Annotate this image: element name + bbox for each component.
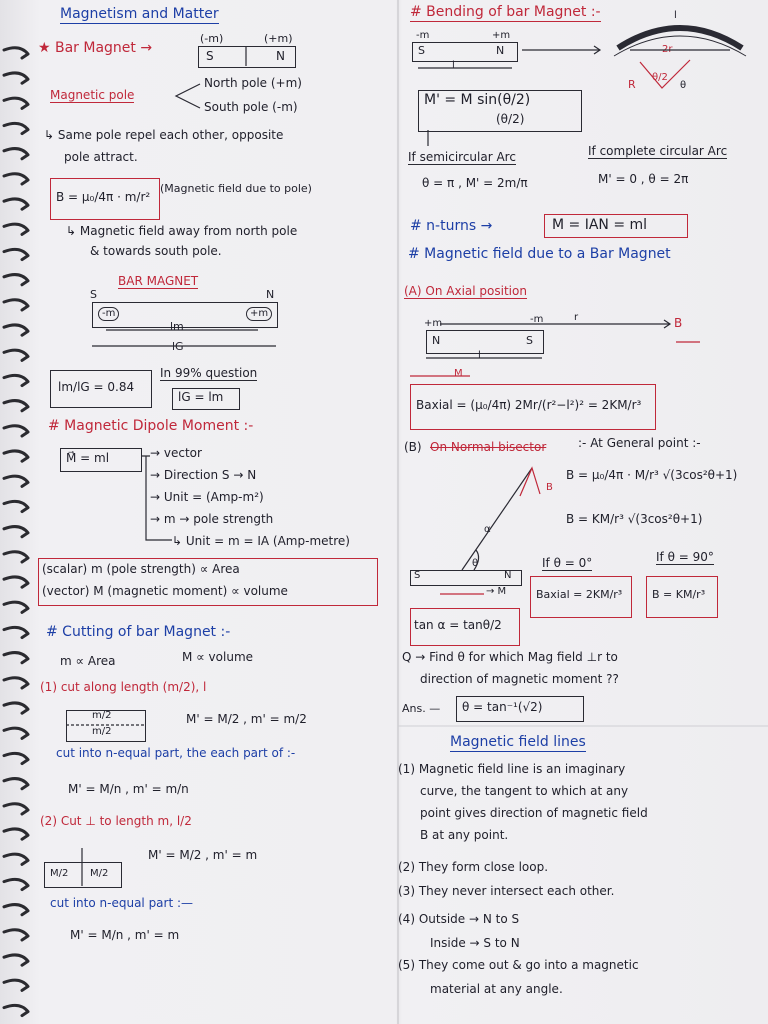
spiral-ring — [4, 501, 28, 511]
perp-right: M/2 — [90, 868, 109, 879]
spiral-ring — [4, 678, 28, 688]
perp-left: M/2 — [50, 868, 69, 879]
spiral-ring — [4, 123, 28, 133]
same-pole-line1: ↳ Same pole repel each other, opposite — [44, 128, 284, 142]
spiral-ring — [4, 224, 28, 234]
bar-magnet-heading: BAR MAGNET — [118, 274, 199, 288]
spiral-ring — [4, 401, 28, 411]
magnetic-pole-label: Magnetic pole — [50, 88, 135, 102]
normal-heading-strike: On Normal bisector — [430, 440, 547, 454]
axial-n: N — [432, 334, 441, 347]
cut1-formula: M' = M/2 , m' = m/2 — [186, 712, 307, 726]
spiral-ring — [4, 199, 28, 209]
spiral-ring — [4, 905, 28, 915]
gen-m: → M — [486, 586, 507, 597]
arc-2r: 2r — [662, 44, 673, 55]
axial-minus-m: -m — [530, 314, 544, 325]
n-turns-formula: M = IAN = ml — [552, 217, 648, 233]
cutting-heading: # Cutting of bar Magnet :- — [46, 624, 231, 640]
spiral-ring — [4, 552, 28, 562]
arc-theta-half: θ/2 — [652, 72, 668, 83]
spiral-ring — [4, 375, 28, 385]
axial-plus-m: +m — [424, 318, 443, 329]
spiral-ring — [4, 98, 28, 108]
in-99: In 99% question — [160, 366, 258, 380]
n-equal2: cut into n-equal part :— — [50, 896, 194, 910]
spiral-ring — [4, 930, 28, 940]
spiral-ring — [4, 476, 28, 486]
normal-heading-a: (B) — [404, 440, 422, 454]
bend-formula-bottom: (θ/2) — [496, 112, 525, 126]
dipole-item-5: ↳ Unit = m = IA (Amp-metre) — [172, 534, 350, 548]
diag-minus-m: -m — [98, 307, 119, 321]
bar-top-left: (-m) — [200, 32, 224, 45]
spiral-ring — [4, 879, 28, 889]
diag-lm: lm — [170, 320, 184, 333]
cut-length: (1) cut along length (m/2), l — [40, 680, 207, 694]
spiral-ring — [4, 779, 28, 789]
dipole-item-2: → Direction S → N — [150, 468, 257, 482]
arc-r: R — [628, 78, 636, 91]
half-top: m/2 — [92, 710, 112, 721]
spiral-ring — [4, 426, 28, 436]
axial-l: l — [478, 350, 481, 361]
gen-n: N — [504, 570, 512, 581]
semi-values: θ = π , M' = 2m/π — [422, 176, 528, 190]
south-pole: South pole (-m) — [204, 100, 298, 114]
diag-s: S — [90, 288, 97, 301]
spiral-ring — [4, 527, 28, 537]
spiral-ring — [4, 728, 28, 738]
axial-r: r — [574, 312, 579, 323]
lines-item-8: Inside → S to N — [430, 936, 520, 950]
spiral-ring — [4, 577, 28, 587]
b-km: B = KM/r³ — [652, 588, 706, 601]
north-pole: North pole (+m) — [204, 76, 302, 90]
complete-circular: If complete circular Arc — [588, 144, 728, 158]
lines-item-1: (1) Magnetic field line is an imaginary — [398, 762, 626, 776]
lines-item-3: point gives direction of magnetic field — [420, 806, 648, 820]
lines-item-5: (2) They form close loop. — [398, 860, 549, 874]
dipole-formula: M⃗ = ml — [66, 451, 110, 465]
spiral-ring — [4, 249, 28, 259]
lines-item-9: (5) They come out & go into a magnetic — [398, 958, 639, 972]
spiral-ring — [4, 73, 28, 83]
tan-alpha: tan α = tanθ/2 — [414, 618, 502, 632]
spiral-ring — [4, 325, 28, 335]
spiral-binding — [0, 0, 34, 1024]
n-equal: cut into n-equal part, the each part of :- — [56, 746, 296, 760]
if-0: If θ = 0° — [542, 556, 593, 570]
lines-item-2: curve, the tangent to which at any — [420, 784, 629, 798]
gen-s: S — [414, 570, 421, 581]
complete-values: M' = 0 , θ = 2π — [598, 172, 689, 186]
spiral-ring — [4, 275, 28, 285]
lines-item-7: (4) Outside → N to S — [398, 912, 520, 926]
dipole-heading: # Magnetic Dipole Moment :- — [48, 418, 254, 434]
cut2-formula: M' = M/2 , m' = m — [148, 848, 258, 862]
half-bottom: m/2 — [92, 726, 112, 737]
n-turns: # n-turns → — [410, 218, 493, 234]
question-line1: Q → Find θ for which Mag field ⊥r to — [402, 650, 618, 664]
bend-s: S — [418, 44, 425, 57]
diag-lg: lG — [172, 340, 184, 353]
m-volume: M ∝ volume — [182, 650, 254, 664]
ans-value: θ = tan⁻¹(√2) — [462, 700, 543, 714]
general-formula2: B = KM/r³ √(3cos²θ+1) — [566, 512, 703, 526]
n-formula2: M' = M/n , m' = m — [70, 928, 180, 942]
spiral-ring — [4, 653, 28, 663]
gen-theta: θ — [472, 558, 479, 569]
axial-formula: Baxial = (μ₀/4π) 2Mr/(r²−l²)² = 2KM/r³ — [416, 398, 642, 412]
bend-plus-m: +m — [492, 30, 511, 41]
axial-s: S — [526, 334, 533, 347]
diag-plus-m: +m — [246, 307, 272, 321]
spiral-ring — [4, 854, 28, 864]
spiral-ring — [4, 753, 28, 763]
spiral-ring — [4, 451, 28, 461]
if-90: If θ = 90° — [656, 550, 714, 564]
axial-m-arrow: M — [454, 368, 463, 379]
spiral-ring — [4, 300, 28, 310]
semicircular: If semicircular Arc — [408, 150, 516, 164]
spiral-ring — [4, 627, 28, 637]
lines-item-10: material at any angle. — [430, 982, 563, 996]
spiral-ring — [4, 48, 28, 58]
spiral-ring — [4, 955, 28, 965]
spiral-ring — [4, 804, 28, 814]
dipole-item-1: → vector — [150, 446, 202, 460]
dipole-item-3: → Unit = (Amp-m²) — [150, 490, 264, 504]
page-title: Magnetism and Matter — [60, 6, 219, 22]
lines-heading: Magnetic field lines — [450, 734, 586, 750]
field-away-line1: ↳ Magnetic field away from north pole — [66, 224, 298, 238]
m-area: m ∝ Area — [60, 654, 116, 668]
bend-minus-m: -m — [416, 30, 430, 41]
bend-n: N — [496, 44, 505, 57]
gen-alpha: α — [484, 524, 491, 535]
bend-formula-top: M' = M sin(θ/2) — [424, 92, 531, 108]
spiral-ring — [4, 174, 28, 184]
normal-heading-b: :- At General point :- — [578, 436, 701, 450]
bending-heading: # Bending of bar Magnet :- — [410, 4, 601, 20]
lg-eq: lG = lm — [178, 390, 224, 404]
general-formula1: B = μ₀/4π · M/r³ √(3cos²θ+1) — [566, 468, 738, 482]
spiral-ring — [4, 602, 28, 612]
spiral-ring — [4, 980, 28, 990]
diag-n: N — [266, 288, 275, 301]
bar-top-right: (+m) — [264, 32, 293, 45]
vector-line: (vector) M (magnetic moment) ∝ volume — [42, 584, 288, 598]
same-pole-line2: pole attract. — [64, 150, 138, 164]
spiral-ring — [4, 1005, 28, 1015]
field-due-heading: # Magnetic field due to a Bar Magnet — [408, 246, 671, 262]
bar-n-label: N — [276, 49, 285, 63]
bend-l: l — [452, 60, 455, 71]
n-formula: M' = M/n , m' = m/n — [68, 782, 189, 796]
scalar-line: (scalar) m (pole strength) ∝ Area — [42, 562, 240, 576]
arc-l: l — [674, 10, 677, 21]
ratio: lm/lG = 0.84 — [58, 380, 135, 394]
spiral-ring — [4, 350, 28, 360]
axial-heading: (A) On Axial position — [404, 284, 527, 298]
bar-magnet-label: ★ Bar Magnet → — [38, 40, 153, 56]
lines-item-4: B at any point. — [420, 828, 509, 842]
b-formula: B = μ₀/4π · m/r² — [56, 190, 151, 204]
spiral-ring — [4, 829, 28, 839]
spiral-ring — [4, 149, 28, 159]
question-line2: direction of magnetic moment ?? — [420, 672, 619, 686]
axial-b: B — [674, 316, 683, 330]
bar-s-label: S — [206, 49, 214, 63]
spiral-ring — [4, 703, 28, 713]
cut-perp: (2) Cut ⊥ to length m, l/2 — [40, 814, 192, 828]
lines-item-6: (3) They never intersect each other. — [398, 884, 615, 898]
b-axial-short: Baxial = 2KM/r³ — [536, 588, 623, 601]
gen-b: B — [546, 482, 553, 493]
dipole-item-4: → m → pole strength — [150, 512, 274, 526]
b-note: (Magnetic field due to pole) — [160, 182, 312, 195]
ans-label: Ans. — — [402, 702, 441, 715]
arc-theta: θ — [680, 80, 687, 91]
field-away-line2: & towards south pole. — [90, 244, 222, 258]
